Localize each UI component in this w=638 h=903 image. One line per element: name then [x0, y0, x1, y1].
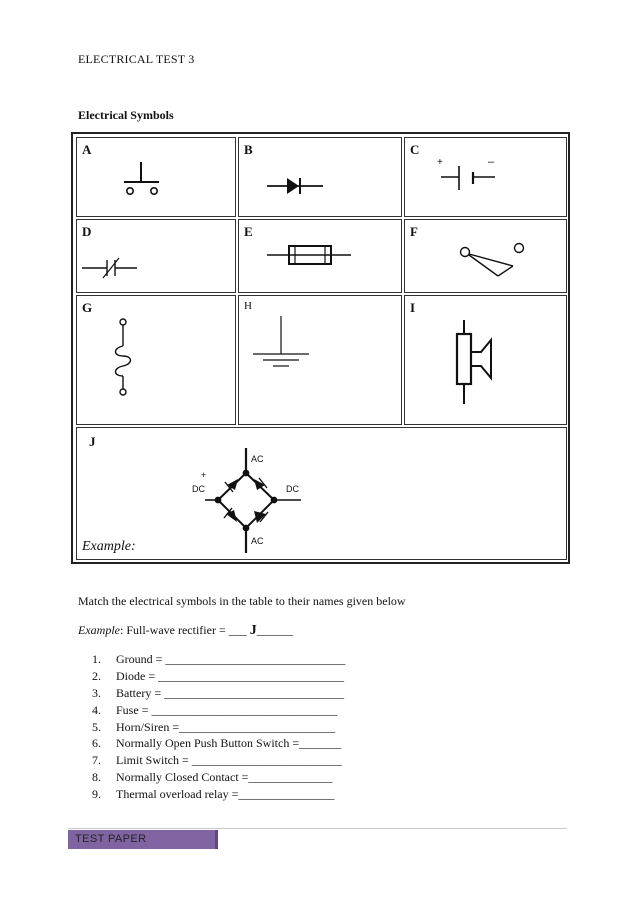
- rectifier-label-ac-bottom: AC: [251, 536, 264, 546]
- question-item: [92, 719, 345, 736]
- push-button-no-icon: [77, 138, 237, 218]
- diode-icon: [239, 138, 403, 218]
- question-text: Battery = ______________________________: [116, 685, 345, 700]
- question-text: Horn/Siren =__________________________: [116, 719, 336, 734]
- question-number: 5.: [92, 719, 101, 734]
- cell-letter-h: H: [244, 300, 252, 312]
- instruction-text: Match the electrical symbols in the table to their names given below: [78, 594, 406, 608]
- symbols-table: [71, 132, 570, 564]
- limit-switch-icon: [405, 220, 568, 294]
- section-title: Electrical Symbols: [78, 108, 174, 122]
- cell-letter-j: J: [89, 434, 96, 449]
- question-text: Normally Closed Contact =______________: [116, 770, 333, 785]
- question-text: Limit Switch = _________________________: [116, 753, 342, 768]
- cell-g: [76, 295, 236, 425]
- example-blank: ______: [256, 623, 293, 637]
- rectifier-label-ac-top: AC: [251, 454, 264, 464]
- question-number: 4.: [92, 702, 101, 717]
- normally-closed-contact-icon: [77, 220, 237, 294]
- cell-a: [76, 137, 236, 217]
- example-text: : Full-wave rectifier = ___: [119, 623, 250, 637]
- svg-text:–: –: [488, 156, 495, 168]
- example-line: [78, 623, 293, 639]
- header-title: ELECTRICAL TEST 3: [78, 52, 195, 66]
- full-wave-rectifier-icon: [77, 428, 568, 561]
- question-list: [92, 651, 345, 803]
- cell-letter-b: B: [244, 142, 253, 157]
- cell-i: [404, 295, 567, 425]
- cell-letter-c: C: [410, 142, 420, 157]
- question-number: 2.: [92, 668, 101, 683]
- ground-icon: [239, 296, 403, 426]
- cell-e: [238, 219, 402, 293]
- cell-j: [76, 427, 567, 560]
- question-item: [92, 769, 345, 786]
- question-number: 9.: [92, 787, 101, 802]
- question-text: Thermal overload relay =________________: [116, 787, 335, 802]
- question-item: [92, 702, 345, 719]
- cell-b: [238, 137, 402, 217]
- example-answer: J: [249, 623, 257, 638]
- question-number: 7.: [92, 753, 101, 768]
- rectifier-label-plus: +: [201, 470, 207, 480]
- question-item: [92, 668, 345, 685]
- cell-letter-f: F: [410, 224, 418, 239]
- question-item: [92, 752, 345, 769]
- svg-text:+: +: [437, 157, 443, 168]
- cell-letter-a: A: [82, 142, 92, 157]
- question-item: [92, 651, 345, 668]
- horn-siren-icon: [405, 296, 568, 426]
- rectifier-label-dc-right: DC: [286, 484, 299, 494]
- thermal-overload-relay-icon: [77, 296, 237, 426]
- battery-icon: [405, 138, 568, 218]
- question-number: 8.: [92, 770, 101, 785]
- example-label: Example:: [82, 539, 136, 554]
- fuse-icon: [239, 220, 403, 294]
- question-number: 6.: [92, 736, 101, 751]
- question-text: Ground = ______________________________: [116, 652, 346, 666]
- footer-divider: [68, 828, 567, 829]
- cell-letter-e: E: [244, 224, 253, 239]
- question-number: 1.: [92, 652, 101, 666]
- cell-f: [404, 219, 567, 293]
- question-text: Normally Open Push Button Switch =_______: [116, 736, 342, 751]
- cell-letter-g: G: [82, 300, 93, 315]
- cell-d: [76, 219, 236, 293]
- question-item: [92, 735, 345, 752]
- rectifier-label-dc-left: DC: [192, 484, 205, 494]
- question-item: [92, 786, 345, 803]
- question-number: 3.: [92, 685, 101, 700]
- cell-letter-i: I: [410, 300, 416, 315]
- footer-label: TEST PAPER: [75, 833, 147, 845]
- cell-c: [404, 137, 567, 217]
- question-item: [92, 685, 345, 702]
- question-text: Diode = _______________________________: [116, 668, 345, 683]
- cell-h: [238, 295, 402, 425]
- cell-letter-d: D: [82, 224, 92, 239]
- question-text: Fuse = _______________________________: [116, 702, 338, 717]
- footer-bar: [68, 830, 218, 849]
- example-word: Example: [78, 623, 120, 637]
